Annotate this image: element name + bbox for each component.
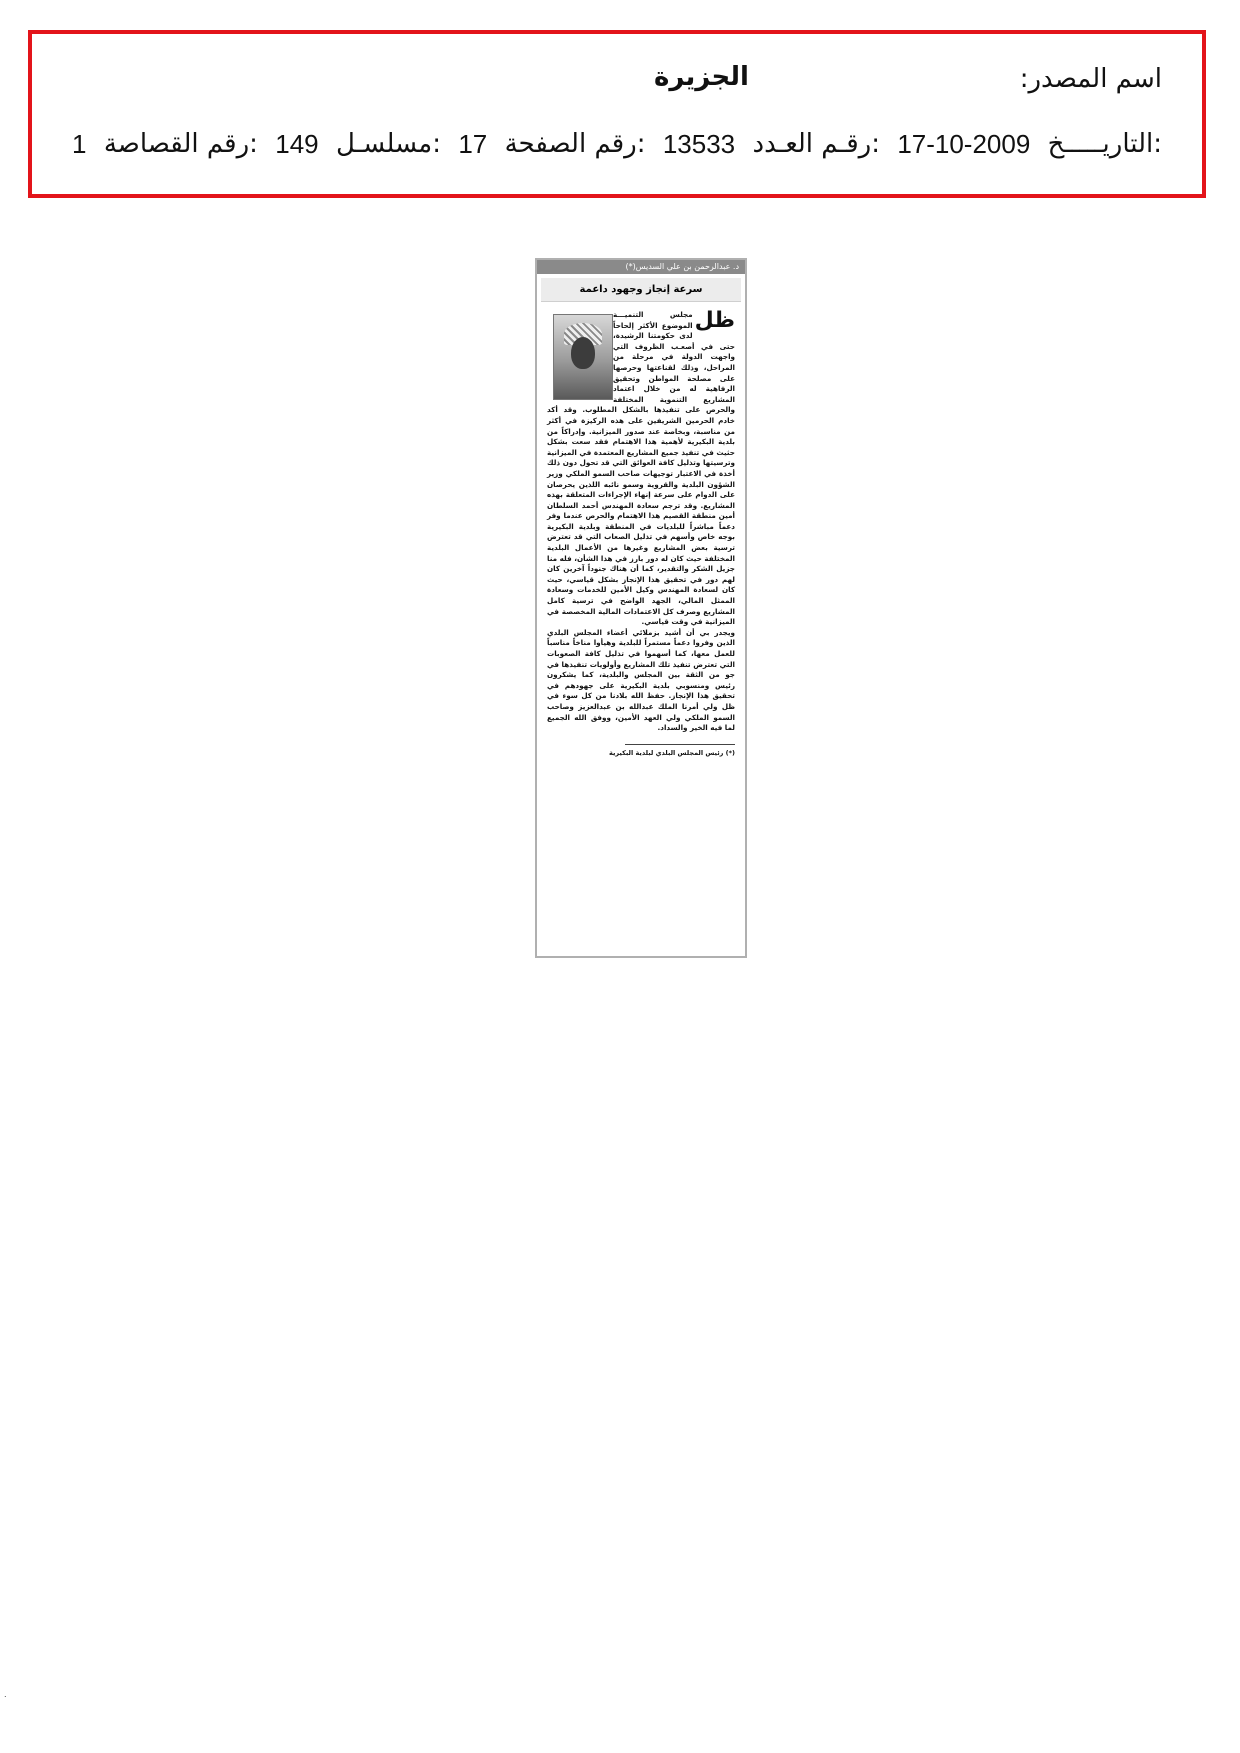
drop-initial: ظل <box>694 308 735 333</box>
metadata-row <box>72 124 1162 164</box>
clipping-label: رقم القصاصة: <box>103 129 258 159</box>
date-label: التاريـــــخ: <box>1047 129 1162 159</box>
page-label: رقم الصفحة: <box>504 129 646 159</box>
source-value: الجزيرة <box>654 62 749 92</box>
date-value: 17-10-2009 <box>897 128 1031 159</box>
author-footnote: (*) رئيس المجلس البلدي لبلدية البكيرية <box>609 748 735 757</box>
article-body <box>537 302 745 757</box>
serial-value: 149 <box>275 128 319 159</box>
footnote-divider <box>625 744 735 745</box>
article-paragraph: ويجدر بي أن أشيد بزملائي أعضاء المجلس البلدي الذين وفروا دعماً مستمراً للبلدية وهيأوا مناخاً مناسباً للعمل معها، كما أسهموا في تذليل كافة الصعوبات التي تعترض تنفيذ تلك المشاريع وأولويات تنفيذها في جو من الثقة بين المجلس والبلدية، كما يشكرون رئيس ومنسوبي بلدية البكيرية على جهودهم في تحقيق هذا الإنجاز. حفظ الله بلادنا من كل سوء في ظل ولي أمرنا الملك عبدالله بن عبدالعزيز وصاحب السمو الملكي ولي العهد الأمين، ووفق الله الجميع لما فيه الخير والسداد. <box>547 627 735 733</box>
newspaper-clipping <box>535 258 747 958</box>
article-headline: سرعة إنجاز وجهود داعمة <box>541 278 741 302</box>
margin-mark: . <box>4 1690 7 1699</box>
clipping-header-box <box>28 30 1206 198</box>
author-bar: د. عبدالرحمن بن علي السديس(*) <box>537 260 745 274</box>
serial-label: مسلسـل: <box>336 129 441 159</box>
source-label: اسم المصدر: <box>1019 64 1162 94</box>
page-value: 17 <box>458 128 488 159</box>
article-paragraph: مجلس التنميـــة الموضوع الأكثر إلحاحاً لدى حكومتنا الرشيدة، حتى في أصعـب الظروف التي واجهت الدولة في مرحلة من المراحل، وذلك لقناعتها وحرصها على مصلحة المواطن وتحقيق الرفاهية له من خلال اعتماد المشاريع التنموية المختلفة والحرص على تنفيذها بالشكل المطلوب. وقد أكد خادم الحرمين الشريفين على هذه الركيزة في أكثر من مناسبة، وبخاصة عند صدور الميزانية. وإدراكاً من بلدية البكيرية لأهمية هذا الاهتمام فقد سعت بشكل حثيث في تنفيذ جميع المشاريع المعتمدة في الميزانية وترسيتها وتذليل كافة العوائق التي قد تحول دون ذلك أخذة في الاعتبار توجيهات صاحب السمو الملكي وزير الشؤون البلدية والقروية وسمو نائبه اللذين يحرصان على الدوام على سرعة إنهاء الإجراءات المتعلقة بهذه المشاريع. وقد ترجم سعادة المهندس أحمد السلطان أمين منطقة القصيم هذا الاهتمام والحرص عندما وفر دعماً مباشراً للبلديات في المنطقة وبلدية البكيرية بوجه خاص وأسهم في تذليل الصعاب التي قد تعترض ترسية بعض المشاريع وغيرها من الأعمال البلدية المختلفة حيث كان له دور بارز في هذا الشأن، فله منا جزيل الشكر والتقدير، كما أن هناك جنوداً آخرين كان لهم دور في تحقيق هذا الإنجاز بشكل قياسي، حيث كان لسعادة المهندس وكيل الأمين للخدمات وسعادة الممثل المالي، الجهد الواضح في ترسية كامل المشاريع وصرف كل الاعتمادات المالية المخصصة في الميزانية في وقت قياسي. <box>547 310 735 627</box>
issue-label: رقـم العـدد: <box>752 129 880 159</box>
clipping-value: 1 <box>72 128 87 159</box>
face-shape <box>571 337 595 369</box>
issue-value: 13533 <box>662 128 736 159</box>
author-photo <box>553 314 613 400</box>
